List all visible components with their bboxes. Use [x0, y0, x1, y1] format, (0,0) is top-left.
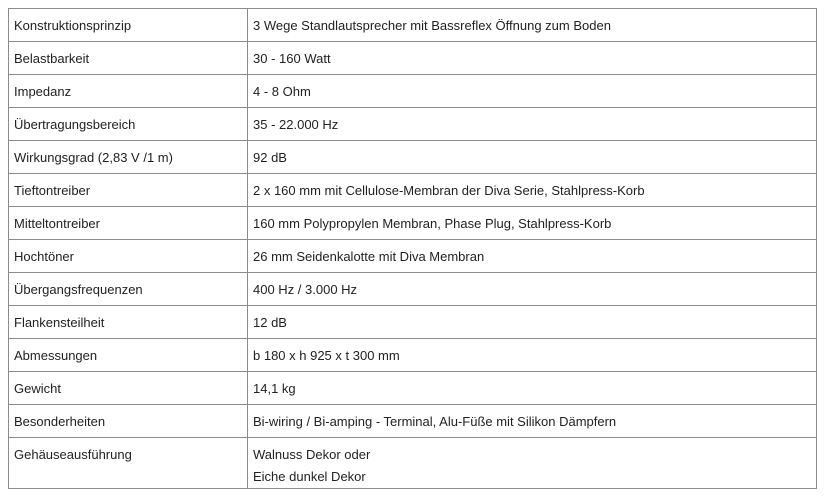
spec-table-container [8, 8, 817, 489]
table-row [9, 405, 817, 438]
spec-label: Hochtöner [9, 240, 248, 273]
spec-label: Übergangsfrequenzen [9, 273, 248, 306]
spec-value: 35 - 22.000 Hz [248, 108, 817, 141]
table-row [9, 240, 817, 273]
table-row [9, 42, 817, 75]
spec-value: 160 mm Polypropylen Membran, Phase Plug, Stahlpress-Korb [248, 207, 817, 240]
spec-label: Belastbarkeit [9, 42, 248, 75]
table-row [9, 9, 817, 42]
table-row [9, 306, 817, 339]
spec-value: b 180 x h 925 x t 300 mm [248, 339, 817, 372]
spec-label: Impedanz [9, 75, 248, 108]
spec-table [8, 8, 817, 489]
spec-value: Bi-wiring / Bi-amping - Terminal, Alu-Füße mit Silikon Dämpfern [248, 405, 817, 438]
spec-table-body [9, 9, 817, 489]
spec-value: 92 dB [248, 141, 817, 174]
spec-value-line: Eiche dunkel Dekor [253, 469, 366, 484]
spec-value: 30 - 160 Watt [248, 42, 817, 75]
spec-label: Besonderheiten [9, 405, 248, 438]
spec-label: Gehäuseausführung [9, 438, 248, 489]
spec-value: 26 mm Seidenkalotte mit Diva Membran [248, 240, 817, 273]
spec-value: 3 Wege Standlautsprecher mit Bassreflex Öffnung zum Boden [248, 9, 817, 42]
table-row [9, 339, 817, 372]
table-row [9, 141, 817, 174]
table-row [9, 273, 817, 306]
spec-label: Flankensteilheit [9, 306, 248, 339]
spec-value: 400 Hz / 3.000 Hz [248, 273, 817, 306]
spec-value: 4 - 8 Ohm [248, 75, 817, 108]
spec-value: 14,1 kg [248, 372, 817, 405]
spec-label: Tieftontreiber [9, 174, 248, 207]
table-row [9, 438, 817, 489]
spec-label: Wirkungsgrad (2,83 V /1 m) [9, 141, 248, 174]
table-row [9, 108, 817, 141]
spec-value-multiline [248, 438, 817, 489]
table-row [9, 372, 817, 405]
spec-label: Gewicht [9, 372, 248, 405]
table-row [9, 174, 817, 207]
spec-value: 12 dB [248, 306, 817, 339]
spec-value-line: Walnuss Dekor oder [253, 447, 371, 462]
table-row [9, 207, 817, 240]
table-row [9, 75, 817, 108]
spec-label: Mitteltontreiber [9, 207, 248, 240]
spec-value: 2 x 160 mm mit Cellulose-Membran der Diva Serie, Stahlpress-Korb [248, 174, 817, 207]
spec-label: Übertragungsbereich [9, 108, 248, 141]
spec-label: Konstruktionsprinzip [9, 9, 248, 42]
spec-label: Abmessungen [9, 339, 248, 372]
